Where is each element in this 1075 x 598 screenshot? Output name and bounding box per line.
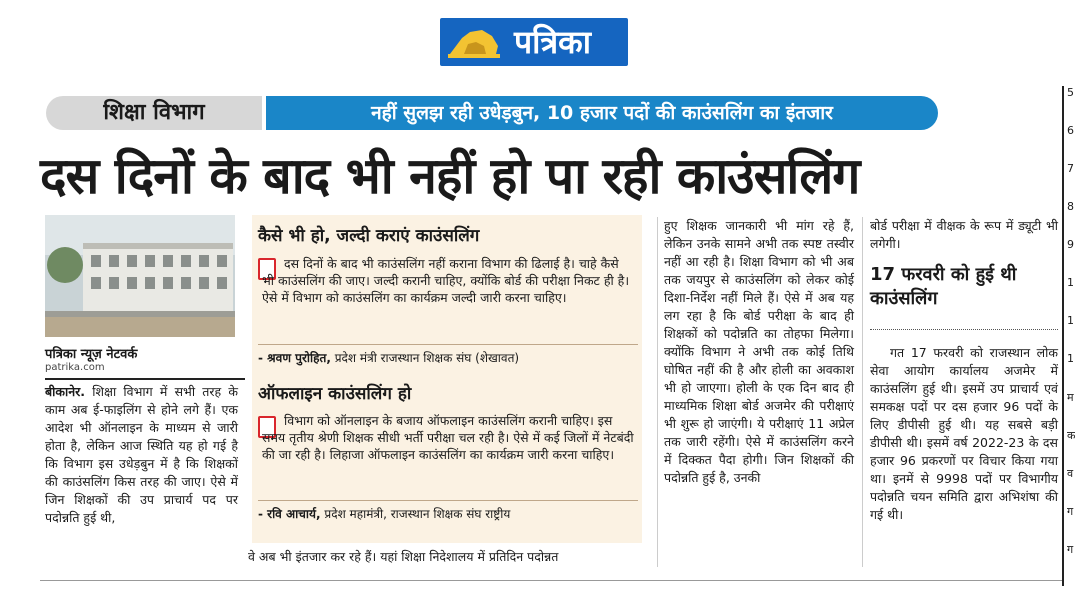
quote-1-role: प्रदेश मंत्री राजस्थान शिक्षक संघ (शेखावत)	[334, 351, 520, 365]
section-tag: शिक्षा विभाग	[46, 96, 262, 130]
story-continuation: वे अब भी इंतजार कर रहे हैं। यहां शिक्षा निदेशालय में प्रतिदिन पदोन्नत	[248, 549, 559, 564]
quote-2-attribution	[258, 500, 638, 522]
kicker-bar: नहीं सुलझ रही उधेड़बुन, 10 हजार पदों की काउंसलिंग का इंतजार	[266, 96, 938, 130]
byline-rule	[45, 378, 245, 380]
edge-char: 1	[1067, 352, 1074, 365]
column-divider	[862, 217, 863, 567]
column-divider	[657, 217, 658, 567]
edge-char: 1	[1067, 276, 1074, 289]
brand-name: पत्रिका	[514, 23, 591, 61]
story-column-4: गत 17 फरवरी को राजस्थान लोक सेवा आयोग कार्यालय अजमेर में काउंसलिंग हुई थी। इसमें उप प्राचार्य एवं समकक्ष पदों पर दस हजार 96 पदों के लिए डीपीसी हुई थी। यह सबसे बड़ी डीपीसी थी। इसमें वर्ष 2022-23 के दस हजार 96 प्रकरणों पर विचार किया गया था। इनमें से 9998 पदों पर विभागीय पदोन्नति चयन समिति द्वारा अभिशंषा की गई थी।	[870, 345, 1058, 522]
edge-char: ग	[1067, 543, 1074, 556]
edge-char: 1	[1067, 314, 1074, 327]
dateline: बीकानेर.	[45, 384, 86, 399]
edge-char: 8	[1067, 200, 1074, 213]
adjacent-column-edge	[1062, 86, 1075, 586]
edge-char: 5	[1067, 86, 1074, 99]
bottom-rule	[40, 580, 1062, 581]
masthead-logo	[440, 18, 628, 66]
subheading: 17 फरवरी को हुई थी काउंसलिंग	[870, 264, 1017, 309]
column-1-text: शिक्षा विभाग में सभी तरह के काम अब ई-फाइलिंग से होने लगे हैं। एक आदेश भी ऑनलाइन के माध्यम से जारी होता है, लेकिन आज स्थिति यह हो गई है कि विभाग इस उधेड़बुन में है कि शिक्षकों की काउंसलिंग किस तरह की जाए। ऐसे में जिन शिक्षकों की उप प्राचार्य पद पर पदोन्नति हुई थी,	[45, 384, 238, 525]
edge-char: 7	[1067, 162, 1074, 175]
edge-char: 9	[1067, 238, 1074, 251]
quote-2-heading: ऑफलाइन काउंसलिंग हो	[258, 384, 412, 404]
edge-char: म	[1067, 391, 1074, 404]
subheading-rule	[870, 329, 1058, 330]
byline-network: पत्रिका न्यूज़ नेटवर्क	[45, 347, 138, 362]
building-photo	[45, 215, 235, 337]
school-building-image	[45, 215, 235, 337]
story-column-4-top: बोर्ड परीक्षा में वीक्षक के रूप में ड्यूटी भी लगेगी।	[870, 218, 1058, 251]
story-column-1	[45, 383, 238, 527]
quote-1-heading: कैसे भी हो, जल्दी कराएं काउंसलिंग	[258, 226, 480, 246]
quote-2-text: विभाग को ऑनलाइन के बजाय ऑफलाइन काउंसलिंग करानी चाहिए। इस समय तृतीय श्रेणी शिक्षक सीधी भर्ती परीक्षा चल रही है। ऐसे में कई जिलों में नेटबंदी की जा रही है। लिहाजा ऑफलाइन काउंसलिंग का कार्यक्रम जारी करना चाहिए।	[262, 413, 634, 462]
lion-emblem-icon	[440, 18, 510, 66]
quote-1-attribution	[258, 344, 638, 366]
byline-site: patrika.com	[45, 362, 105, 373]
headline: दस दिनों के बाद भी नहीं हो पा रही काउंसलिंग	[40, 147, 860, 205]
quote-2-role: प्रदेश महामंत्री, राजस्थान शिक्षक संघ राष्ट्रीय	[324, 507, 511, 521]
edge-char: 6	[1067, 124, 1074, 137]
quote-2-name: - रवि आचार्य,	[258, 507, 321, 521]
edge-char: क	[1067, 429, 1075, 442]
edge-char: ग	[1067, 505, 1074, 518]
edge-char: व	[1067, 467, 1074, 480]
quote-1-text: दस दिनों के बाद भी काउंसलिंग नहीं कराना विभाग की ढिलाई है। चाहे कैसे भी काउंसलिंग की जाए। जल्दी करानी चाहिए, क्योंकि बोर्ड की परीक्षा निकट ही है। ऐसे में विभाग को काउंसलिंग का कार्यक्रम जल्दी जारी करना चाहिए।	[262, 256, 630, 305]
quote-1-name: - श्रवण पुरोहित,	[258, 351, 331, 365]
story-column-3: हुए शिक्षक जानकारी भी मांग रहे हैं, लेकिन उनके सामने अभी तक स्पष्ट तस्वीर नहीं आ रही है। शिक्षा विभाग को भी अब तक जयपुर से काउंसलिंग को लेकर कोई दिशा-निर्देश नहीं मिले हैं। ऐसे में अब यह लग रहा है कि बोर्ड परीक्षा के बाद ही शिक्षकों को पदोन्नति का तोहफा मिलेगा। क्योंकि विभाग ने अभी तक कोई तिथि घोषित नहीं की है और होली का अवकाश भी हो जाएगा। होली के एक दिन बाद ही माध्यमिक शिक्षा बोर्ड अजमेर की परीक्षाएं भी शुरू हो जाएंगी। ये परीक्षाएं 11 अप्रेल तक जारी रहेंगी। ऐसे में काउंसलिंग करने में दिक्कत पैदा होगी। जिन शिक्षकों की पदोन्नति हुई है, उनकी	[664, 218, 854, 485]
